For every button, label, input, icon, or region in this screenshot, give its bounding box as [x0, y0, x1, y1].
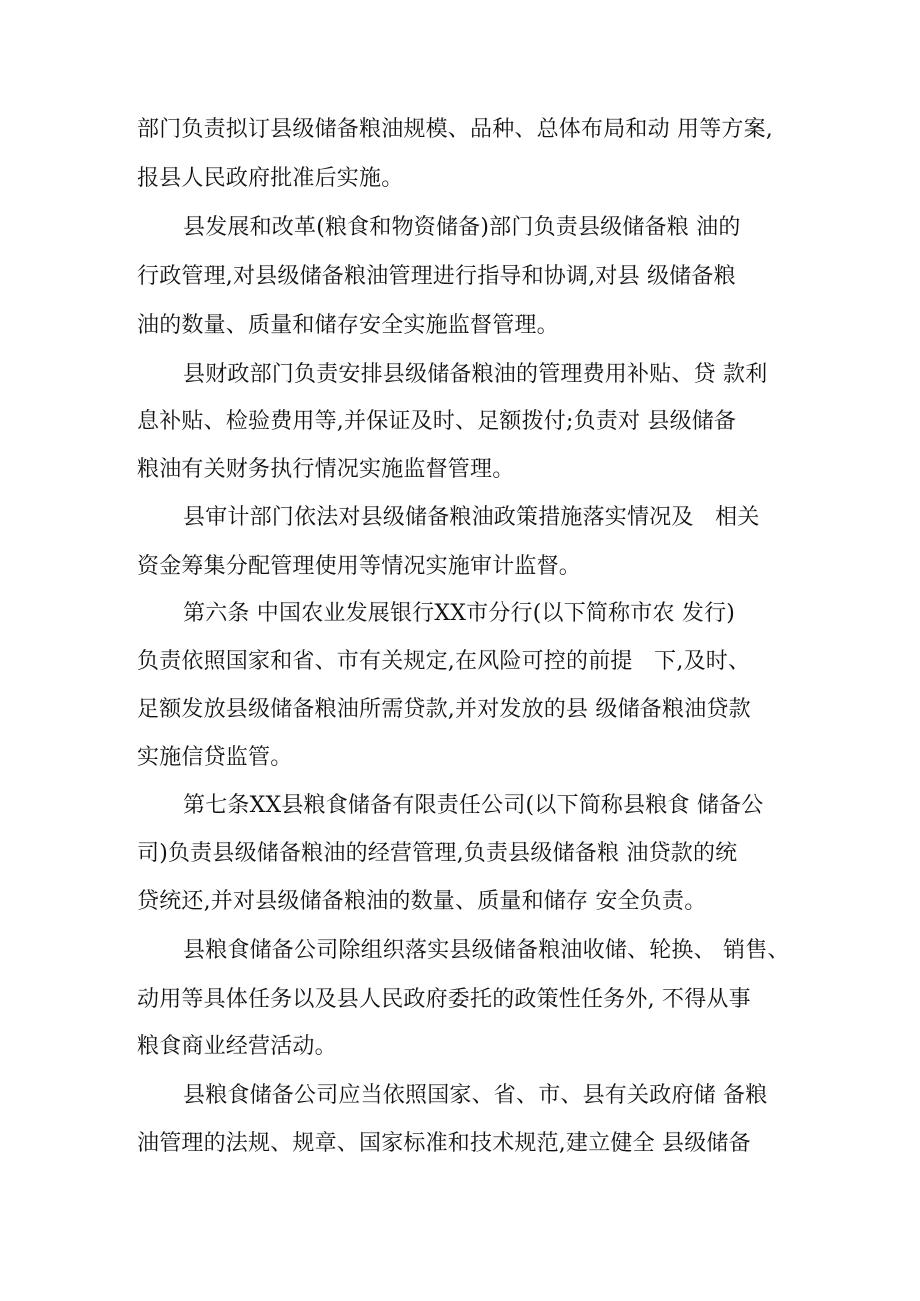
body-text-line: 报县人民政府批准后实施。	[137, 166, 404, 191]
body-text-line: 县财政部门负责安排县级储备粮油的管理费用补贴、贷 款利	[183, 362, 768, 387]
body-text-line: 司)负责县级储备粮油的经营管理,负责县级储备粮 油贷款的统	[137, 841, 738, 866]
body-text-line: 实施信贷监管。	[137, 745, 293, 770]
body-text-line: 油的数量、质量和储存安全实施监督管理。	[137, 313, 559, 338]
body-text-line: 负责依照国家和省、市有关规定,在风险可控的前提 下,及时、	[137, 649, 751, 674]
body-text-line: 县发展和改革(粮食和物资储备)部门负责县级储备粮 油的	[183, 215, 741, 240]
body-text-line: 县粮食储备公司除组织落实县级储备粮油收储、轮换、 销售、	[183, 938, 790, 963]
body-text-line: 息补贴、检验费用等,并保证及时、足额拨付;负责对 县级储备	[137, 409, 737, 434]
body-text-line: 县审计部门依法对县级储备粮油政策措施落实情况及 相关	[183, 505, 760, 530]
body-text-line: 县粮食储备公司应当依照国家、省、市、县有关政府储 备粮	[183, 1083, 768, 1108]
body-text-line: 第六条 中国农业发展银行XX市分行(以下简称市农 发行)	[183, 601, 736, 626]
body-text-line: 油管理的法规、规章、国家标准和技术规范,建立健全 县级储备	[137, 1131, 751, 1156]
body-text-line: 粮食商业经营活动。	[137, 1034, 337, 1059]
body-text-line: 动用等具体任务以及县人民政府委托的政策性任务外, 不得从事	[137, 987, 751, 1012]
body-text-line: 部门负责拟订县级储备粮油规模、品种、总体布局和动 用等方案,	[137, 117, 773, 142]
body-text-line: 粮油有关财务执行情况实施监督管理。	[137, 457, 515, 482]
body-text-line: 贷统还,并对县级储备粮油的数量、质量和储存 安全负责。	[137, 889, 707, 914]
body-text-line: 足额发放县级储备粮油所需贷款,并对发放的县 级储备粮油贷款	[137, 697, 751, 722]
body-text-line: 行政管理,对县级储备粮油管理进行指导和协调,对县 级储备粮	[137, 264, 736, 289]
body-text-line: 第七条XX县粮食储备有限责任公司(以下简称县粮食 储备公	[183, 793, 764, 818]
body-text-line: 资金筹集分配管理使用等情况实施审计监督。	[137, 554, 582, 579]
